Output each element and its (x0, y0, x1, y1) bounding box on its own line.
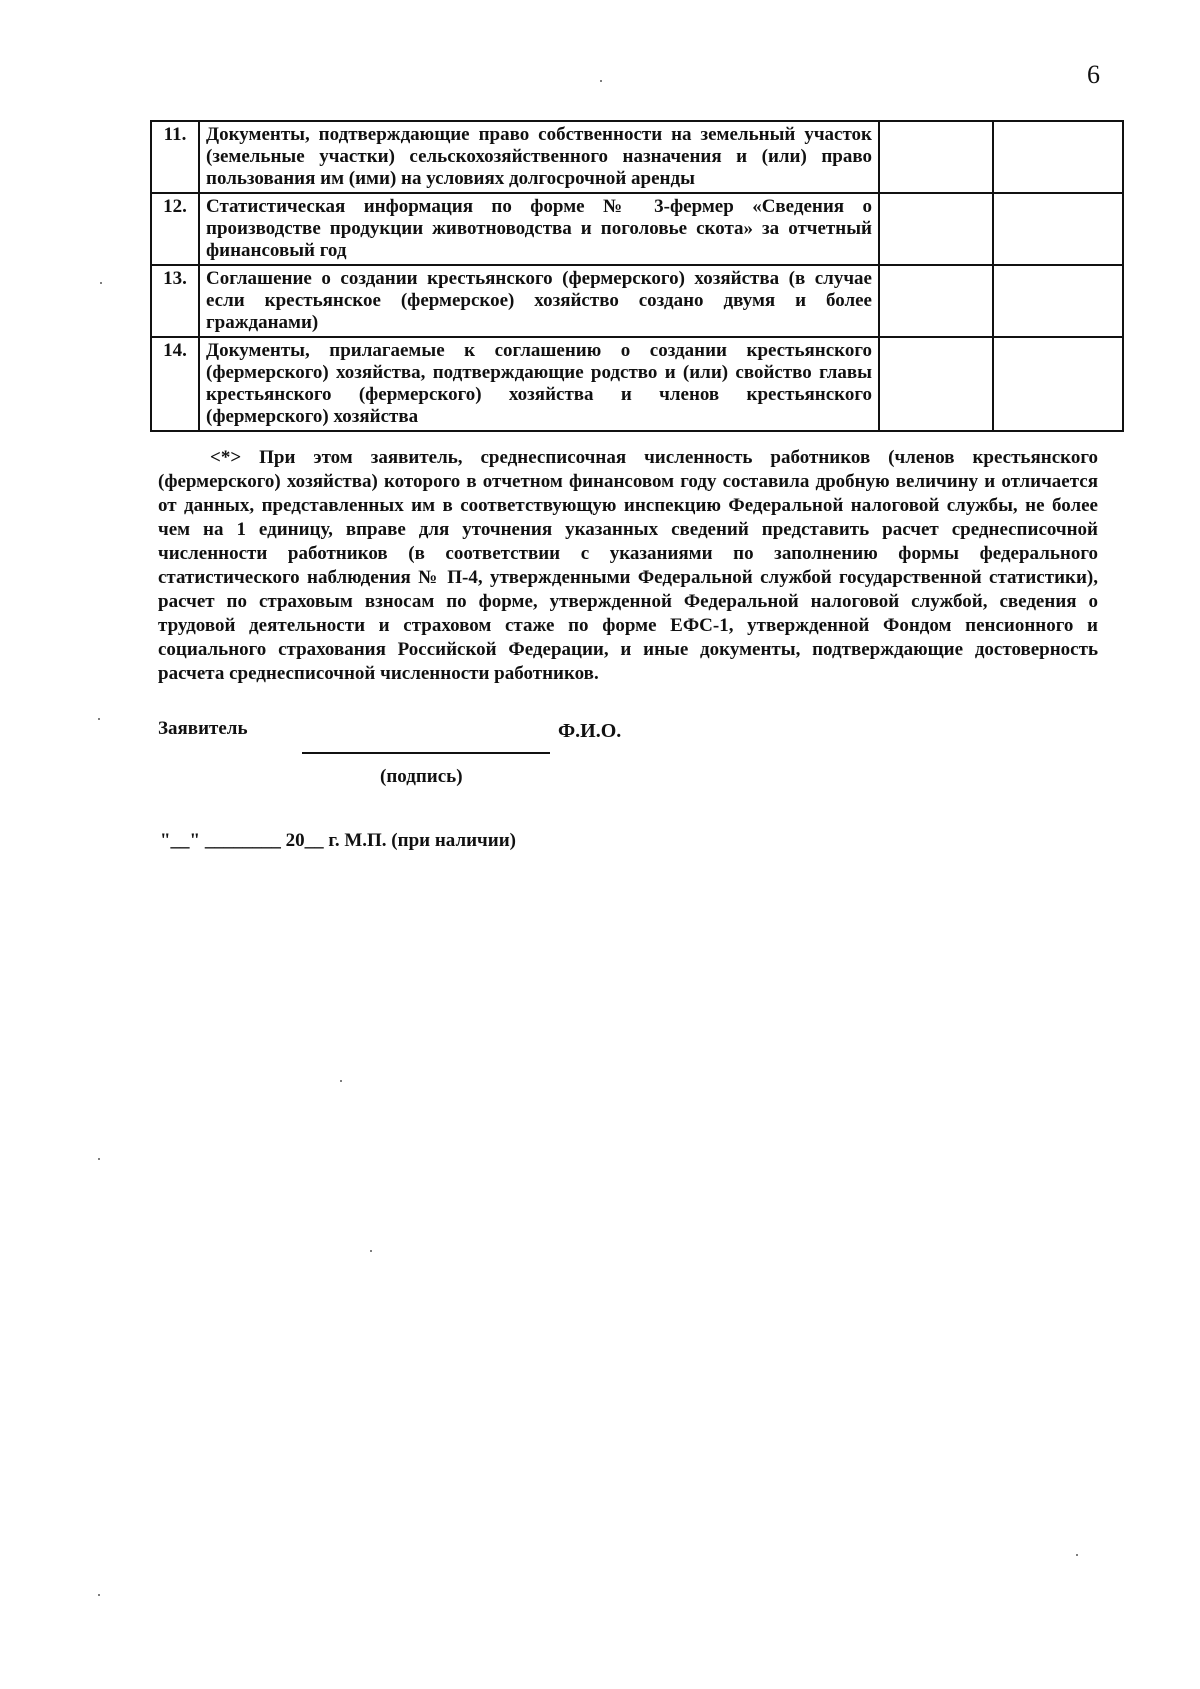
scan-speck (98, 1594, 100, 1596)
row-number: 11. (151, 121, 199, 193)
row-note-cell (993, 193, 1123, 265)
row-mark-cell (879, 121, 993, 193)
table-row (151, 193, 1123, 265)
scan-speck (340, 1080, 342, 1082)
scan-speck (98, 718, 100, 720)
row-note-cell (993, 121, 1123, 193)
row-description: Соглашение о создании крестьянского (фермерского) хозяйства (в случае если крестьянское (фермерское) хозяйство создано двумя и более гражданами) (199, 265, 879, 337)
row-number: 14. (151, 337, 199, 431)
row-note-cell (993, 337, 1123, 431)
documents-table (150, 120, 1124, 432)
table-row (151, 337, 1123, 431)
applicant-label: Заявитель (158, 718, 248, 739)
row-description: Документы, прилагаемые к соглашению о создании крестьянского (фермерского) хозяйства, подтверждающие родство и (или) свойство главы крестьянского (фермерского) хозяйства и членов крестьянского (фермерского) хозяйства (199, 337, 879, 431)
scan-speck (1076, 1554, 1078, 1556)
row-note-cell (993, 265, 1123, 337)
fio-label: Ф.И.О. (558, 720, 622, 742)
row-mark-cell (879, 265, 993, 337)
row-mark-cell (879, 337, 993, 431)
date-stamp-line: "__" ________ 20__ г. М.П. (при наличии) (160, 830, 516, 851)
scan-speck (600, 80, 602, 82)
signature-line (302, 752, 550, 754)
row-number: 13. (151, 265, 199, 337)
row-description: Статистическая информация по форме № 3-фермер «Сведения о производстве продукции животноводства и поголовье скота» за отчетный финансовый год (199, 193, 879, 265)
table-row (151, 121, 1123, 193)
scan-speck (98, 1158, 100, 1160)
page-number: 6 (1087, 60, 1100, 89)
row-number: 12. (151, 193, 199, 265)
footnote-paragraph: <*> При этом заявитель, среднесписочная численность работников (членов крестьянского (фермерского) хозяйства) которого в отчетном финансовом году составила дробную величину и отличается от данных, представленных им в соответствующую инспекцию Федеральной налоговой службы, не более чем на 1 единицу, вправе для уточнения указанных сведений представить расчет среднесписочной численности работников (в соответствии с указаниями по заполнению формы федерального статистического наблюдения № П-4, утвержденными Федеральной службой государственной статистики), расчет по страховым взносам по форме, утвержденной Федеральной налоговой службой, сведения о трудовой деятельности и страховом стаже по форме ЕФС-1, утвержденной Фондом пенсионного и социального страхования Российской Федерации, и иные документы, подтверждающие достоверность расчета среднесписочной численности работников. (158, 447, 1098, 684)
table-row (151, 265, 1123, 337)
signature-caption: (подпись) (380, 766, 463, 787)
row-description: Документы, подтверждающие право собственности на земельный участок (земельные участки) сельскохозяйственного назначения и (или) право пользования им (ими) на условиях долгосрочной аренды (199, 121, 879, 193)
row-mark-cell (879, 193, 993, 265)
scan-speck (370, 1250, 372, 1252)
scan-speck (100, 282, 102, 284)
